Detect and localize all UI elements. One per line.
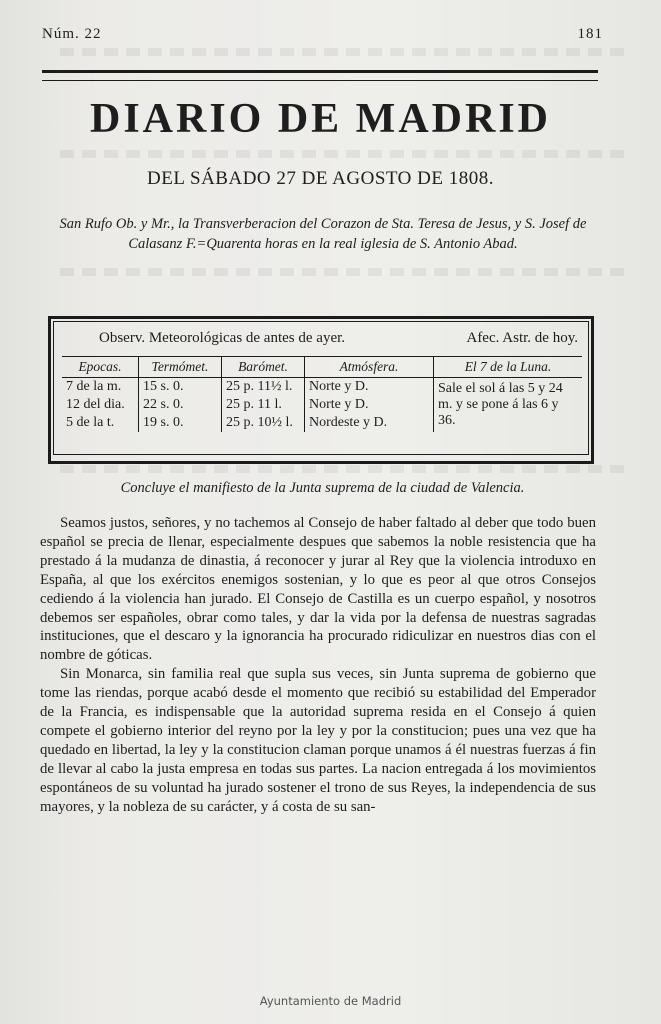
meteo-barometro: 25 p. 10½ l. (222, 414, 305, 432)
meteo-barometro: 25 p. 11½ l. (222, 378, 305, 397)
col-header-termometro: Termómet. (139, 357, 222, 378)
meteo-epoca: 7 de la m. (66, 379, 122, 394)
col-header-luna: El 7 de la Luna. (434, 357, 583, 378)
masthead-title: DIARIO DE MADRID (89, 96, 551, 142)
meteo-barometro: 25 p. 11 l. (222, 396, 305, 414)
bleed-through-texture (60, 465, 631, 473)
archive-credit: Ayuntamiento de Madrid (259, 994, 402, 1008)
bleed-through-texture (60, 150, 631, 158)
page-number: 181 (577, 26, 603, 42)
dateline: DEL SÁBADO 27 DE AGOSTO DE 1808. (147, 168, 494, 189)
meteo-termometro: 22 s. 0. (139, 396, 222, 414)
meteo-termometro: 15 s. 0. (139, 378, 222, 397)
meteo-atmosfera: Norte y D. (305, 378, 434, 397)
article-subhead: Concluye el manifiesto de la Junta suprema de la ciudad de Valencia. (120, 480, 525, 496)
col-header-barometro: Barómet. (222, 357, 305, 378)
bleed-through-texture (60, 48, 631, 56)
article-paragraph: Seamos justos, señores, y no tachemos al Consejo de haber faltado al deber que todo buen español se precia de llenar, especialmente despues que sabemos la noble resistencia que ha prestado á la mudanza de dinastia, á reconocer y jurar al Rey que la violencia introduxo en España, al que los exércitos enemigos sostenian, y lo que es peor al que otros Consejos cediendo á la violencia han jurado. El Consejo de Castilla es un cuerpo español, y nosotros debemos ser españoles, obrar como tales, y dar la vida por la defensa de nuestras sagradas instituciones, que el descaro y la ignorancia ha procurado ridiculizar en nuestros dias con el nombre de góticas. (40, 515, 596, 664)
bleed-through-texture (60, 268, 631, 276)
astro-title: Afec. Astr. de hoy. (466, 330, 578, 346)
meteo-epoca: 5 de la t. (66, 415, 115, 430)
meteo-row (62, 378, 582, 397)
meteo-epoca: 12 del dia. (66, 397, 125, 412)
meteo-termometro: 19 s. 0. (139, 414, 222, 432)
article-body (40, 514, 596, 817)
article-paragraph: Sin Monarca, sin familia real que supla sus veces, sin Junta suprema de gobierno que tome las riendas, porque acabó desde el momento que recibió su estabilidad del Emperador de la Francia, es indispensable que la autoridad suprema resida en el Consejo á quien compete el gobierno interior del reyno por la ley y por la constitucion; pues una vez que ha quedado en libertad, la ley y la constitucion claman porque unamos á él nuestras fuerzas á fin de llevar al cabo la justa empresa en todas sus partes. La nacion entregada á los movimientos espontáneos de su voluntad ha jurado sostener el trono de sus Reyes, la independencia de sus mayores, y la nobleza de su carácter, y á costa de su san- (40, 666, 596, 815)
meteo-header-row (62, 357, 582, 378)
meteo-table (62, 356, 582, 432)
meteorological-inner (53, 321, 589, 455)
meteorological-box (48, 316, 594, 464)
col-header-epocas: Epocas. (62, 357, 139, 378)
saints-of-the-day: San Rufo Ob. y Mr., la Transverberacion del Corazon de Sta. Teresa de Jesus, y S. Josef de Calasanz F.=Quarenta horas en la real iglesia de S. Antonio Abad. (59, 216, 587, 252)
header-rule (42, 70, 598, 81)
col-header-atmosfera: Atmósfera. (305, 357, 434, 378)
meteo-title-row (54, 330, 588, 350)
meteo-title: Observ. Meteorológicas de antes de ayer. (99, 330, 346, 346)
luna-text: Sale el sol á las 5 y 24 m. y se pone á las 6 y 36. (434, 378, 583, 433)
issue-number: Núm. 22 (42, 26, 102, 42)
meteo-atmosfera: Nordeste y D. (305, 414, 434, 432)
meteo-atmosfera: Norte y D. (305, 396, 434, 414)
